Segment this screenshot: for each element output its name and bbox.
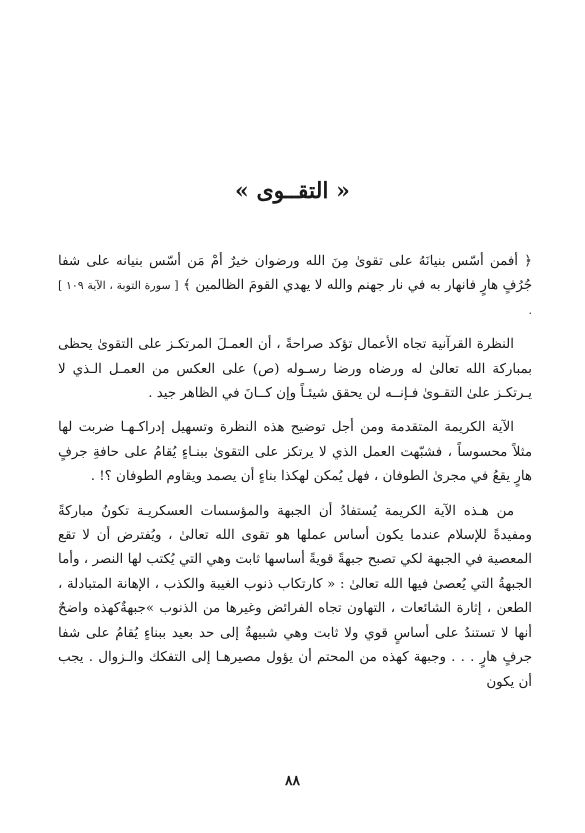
page-title: « التقــوى » <box>235 178 350 204</box>
paragraph-2: الآية الكريمة المتقدمة ومن أجل توضيح هذه النظرة وتسهيل إدراكـهـا ضربت لها مثلاً محسوساً ، فشبّهت العمل الذي لا يرتكز على التقوىٰ ببنـاءٍ يُقامُ على حافةِ جرفٍ هارٍ يقعُ في مجرىٰ الطوفان ، فهل يُمكن لهكذا بناءٍ أن يصمد ويقاوم الطوفان ؟! . <box>58 420 532 485</box>
page-number: ٨٨ <box>284 773 301 789</box>
verse-reference: [ سورة التوبة ، الآية ١٠٩ ] . <box>58 279 532 317</box>
verse-text: ﴿ أفمن أسّس بنيانَهُ على تقوىٰ مِنَ الله ورضوان خيرٌ أمْ مَن أسّس بنيانه على شفا جُرُفٍ هارٍ فانهار به في نار جهنم والله لا يهدي القومَ الظالمين ﴾ <box>58 254 533 294</box>
page-body <box>58 250 532 705</box>
quran-verse <box>58 250 532 323</box>
paragraph-3: من هـذه الآية الكريمة يُستفادُ أن الجبهة والمؤسسات العسكريـة تكونُ مباركةً ومفيدةً للإسلام عندما يكون أساس عملها هو تقوى الله تعالىٰ ، ويُفترض أن لا تقع المعصية في الجبهة لكي تصبح جبهةً قويةً أساسها ثابت وهي التي يُكتب لها النصر ، وأما الجبهةُ التي يُعصىٰ فيها الله تعالىٰ : « كارتكاب ذنوب الغيبة والكذب ، الإهانة المتبادلة ، الطعن ، إثارة الشائعات ، التهاون تجاه الفرائض وغيرها من الذنوب »جبهةٌكهذه واضحٌ أنها لا تستندُ على أساسٍ قوي ولا ثابت وهي شبيهةٌ إلى حد بعيد ببناءٍ يُقامُ على شفا جرفٍ هارٍ . . . وجبهة كهذه من المحتم أن يؤول مصيرهـا إلى التفكك والـزوال . يجب أن يكون <box>58 503 532 690</box>
paragraph-1: النظرة القرآنية تجاه الأعمال تؤكد صراحةً ، أن العمـلَ المرتكـز على التقوىٰ يحظى بمباركة الله تعالىٰ له ورضاه ورضا رسـوله (ص) على العكس من العمـل الـذي لا يـرتكـز علىٰ التقـوىٰ فـإنــه لن يحقق شيئـاً وإن كــانَ في الظاهر جيد . <box>58 337 532 402</box>
